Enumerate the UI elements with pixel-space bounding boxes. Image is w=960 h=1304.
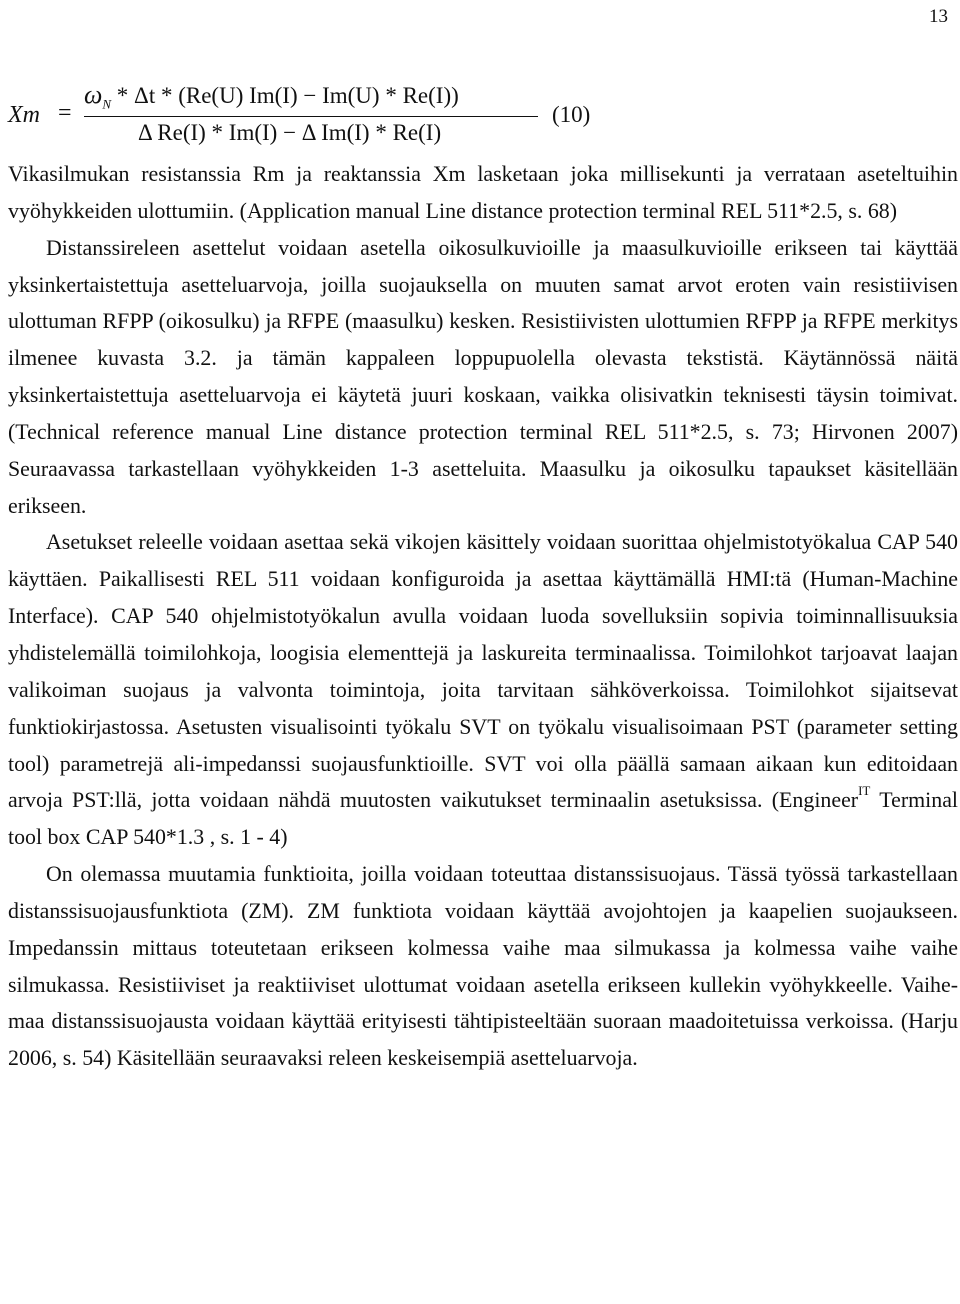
paragraph: Distanssireleen asettelut voidaan asetella oikosulkuvioille ja maasulkuvioille erikseen tai käyttää yksinkertaistettuja asetteluarvoja, joilla suojauksella on muuten samat arvot eroten vain resistiivisen ulottuman RFPP (oikosulku) ja RFPE (maasulku) kesken. Resistiivisten ulottumien RFPP ja RFPE merkitys ilmenee kuvasta 3.2. ja tämän kappaleen loppupuolella olevasta tekstistä. Käytännössä näitä yksinkertaistettuja asetteluarvoja ei käytetä juuri koskaan, vaikka olisivatkin teknisesti täysin toimivat. (Technical reference manual Line distance protection terminal REL 511*2.5, s. 73; Hirvonen 2007) Seuraavassa tarkastellaan vyöhykkeiden 1-3 asetteluita. Maasulku ja oikosulku tapaukset käsitellään erikseen. <box>8 234 958 518</box>
formula-omega-sub: N <box>102 96 112 112</box>
paragraph: On olemassa muutamia funktioita, joilla voidaan toteuttaa distanssisuojaus. Tässä työssä tarkastellaan distanssisuojausfunktiota (ZM). ZM funktiota voidaan käyttää avojohtojen ja kaapelien suojaukseen. Impedanssin mittaus toteutetaan erikseen kolmessa vaihe maa silmukassa ja kolmessa vaihe vaihe silmukassa. Resistiiviset ja reaktiiviset ulottumat voidaan asetella erikseen kullekin vyöhykkeelle. Vaihe-maa distanssisuojausta voidaan käyttää erityisesti tähtipisteeltään suoraan maadoitetuissa verkoissa. (Harju 2006, s. 54) Käsitellään seuraavaksi releen keskeisempiä asetteluarvoja. <box>8 861 958 1071</box>
formula-10 <box>8 68 608 158</box>
formula-equals: = <box>58 100 72 126</box>
paragraph-text: Asetukset releelle voidaan asettaa sekä vikojen käsittely voidaan suorittaa ohjelmistotyökalua CAP 540 käyttäen. Paikallisesti REL 511 voidaan konfiguroida ja asettaa käyttämällä HMI:tä (Human-Machine Interface). CAP 540 ohjelmistotyökalun avulla voidaan luoda sovelluksiin sopivia toiminnallisuuksia yhdistelemällä toimilohkoja, loogisia elementtejä ja laskureita terminaalissa. Toimilohkot tarjoavat laajan valikoiman suojaus ja valvonta toimintoja, joita tarvitaan sähköverkoissa. Toimilohkot sijaitsevat funktiokirjastossa. Asetusten visualisointi työkalu SVT on työkalu visualisoimaan PST (parameter setting tool) parametrejä ali-impedanssi suojausfunktioille. SVT voi olla päällä samaan aikaan kun editoidaan arvoja PST:llä, jotta voidaan nähdä muutosten vaikutukset terminaalin asetuksissa. (Engineer <box>8 529 958 813</box>
paragraph <box>8 524 958 856</box>
body-text <box>8 156 958 1077</box>
formula-numerator-text: * Δt * (Re(U) Im(I) − Im(U) * Re(I)) <box>111 83 459 108</box>
formula-numerator <box>84 80 459 113</box>
equation-number: (10) <box>552 102 591 127</box>
paragraph-text: Terminal tool box CAP 540*1.3 , s. 1 - 4) <box>8 787 958 850</box>
paragraph: Vikasilmukan resistanssia Rm ja reaktanssia Xm lasketaan joka millisekunti ja verrataan aseteltuihin vyöhykkeiden ulottumiin. (Application manual Line distance protection terminal REL 511*2.5, s. 68) <box>8 161 958 223</box>
formula-denominator: Δ Re(I) * Im(I) − Δ Im(I) * Re(I) <box>138 120 442 145</box>
formula-omega: ω <box>84 80 103 109</box>
formula-lhs: Xm <box>8 102 40 128</box>
page-number: 13 <box>929 6 948 27</box>
superscript: IT <box>858 783 871 799</box>
fraction-line <box>84 116 538 117</box>
